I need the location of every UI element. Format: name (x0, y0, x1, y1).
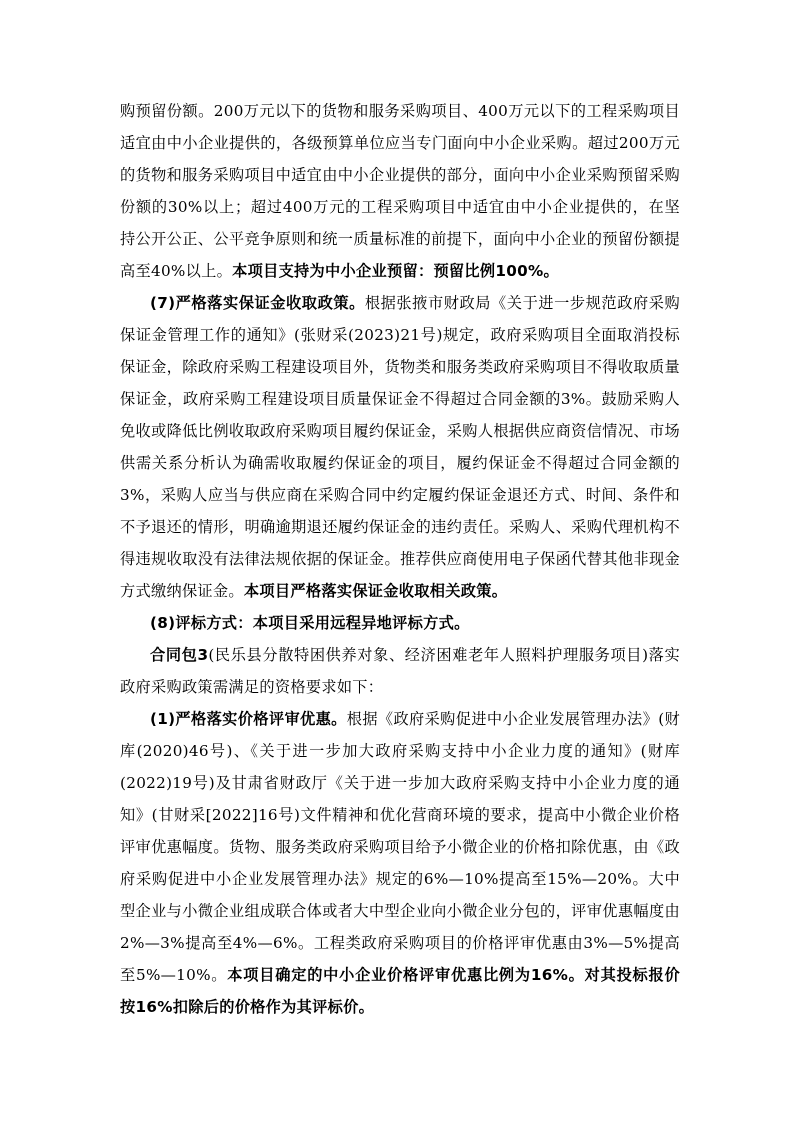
evaluation-method-heading: (8)评标方式：本项目采用远程异地评标方式。 (150, 614, 470, 632)
price-preference-text: 根据《政府采购促进中小企业发展管理办法》(财库(2020)46号)、《关于进一步加大政府采购支持中小企业力度的通知》(财库(2022)19号)及甘肃省财政厅《关于进一步加大政府采购支持中小企业力度的通知》(甘财采[2022]16号)文件精神和优化营商环境的要求，提高中小微企业价格评审优惠幅度。货物、服务类政府采购项目给予小微企业的价格扣除优惠，由《政府采购促进中小企业发展管理办法》规定的6%—10%提高至15%—20%。大中型企业与小微企业组成联合体或者大中型企业向小微企业分包的，评审优惠幅度由2%—3%提高至4%—6%。工程类政府采购项目的价格评审优惠由3%—5%提高至5%—10%。 (120, 710, 681, 984)
contract-package-label: 合同包3 (150, 646, 209, 664)
paragraph-deposit-policy (120, 287, 680, 607)
price-preference-conclusion: 本项目确定的中小企业价格评审优惠比例为16%。对其投标报价按16%扣除后的价格作为其评标价。 (120, 966, 680, 1016)
deposit-policy-text: 根据张掖市财政局《关于进一步规范政府采购保证金管理工作的通知》(张财采(2023)21号)规定，政府采购项目全面取消投标保证金，除政府采购工程建设项目外，货物类和服务类政府采购项目不得收取质量保证金，政府采购工程建设项目质量保证金不得超过合同金额的3%。鼓励采购人免收或降低比例收取政府采购项目履约保证金，采购人根据供应商资信情况、市场供需关系分析认为确需收取履约保证金的项目，履约保证金不得超过合同金额的3%，采购人应当与供应商在采购合同中约定履约保证金退还方式、时间、条件和不予退还的情形，明确逾期退还履约保证金的违约责任。采购人、采购代理机构不得违规收取没有法律法规依据的保证金。推荐供应商使用电子保函代替其他非现金方式缴纳保证金。 (120, 294, 680, 600)
reserved-share-conclusion: 本项目支持为中小企业预留：预留比例100%。 (232, 262, 560, 280)
paragraph-price-preference (120, 703, 680, 1023)
reserved-share-text: 购预留份额。200万元以下的货物和服务采购项目、400万元以下的工程采购项目适宜由中小企业提供的，各级预算单位应当专门面向中小企业采购。超过200万元的货物和服务采购项目中适宜由中小企业提供的部分，面向中小企业采购预留采购份额的30%以上；超过400万元的工程采购项目中适宜由中小企业提供的，在坚持公开公正、公平竞争原则和统一质量标准的前提下，面向中小企业的预留份额提高至40%以上。 (120, 102, 680, 280)
price-preference-heading: (1)严格落实价格评审优惠。 (150, 710, 347, 728)
deposit-policy-heading: (7)严格落实保证金收取政策。 (150, 294, 365, 312)
deposit-policy-conclusion: 本项目严格落实保证金收取相关政策。 (243, 582, 508, 600)
document-body (120, 95, 680, 1023)
paragraph-contract-package-3 (120, 639, 680, 703)
paragraph-evaluation-method (120, 607, 680, 639)
paragraph-reserved-share (120, 95, 680, 287)
contract-package-text: (民乐县分散特困供养对象、经济困难老年人照料护理服务项目)落实政府采购政策需满足的资格要求如下： (120, 646, 680, 696)
